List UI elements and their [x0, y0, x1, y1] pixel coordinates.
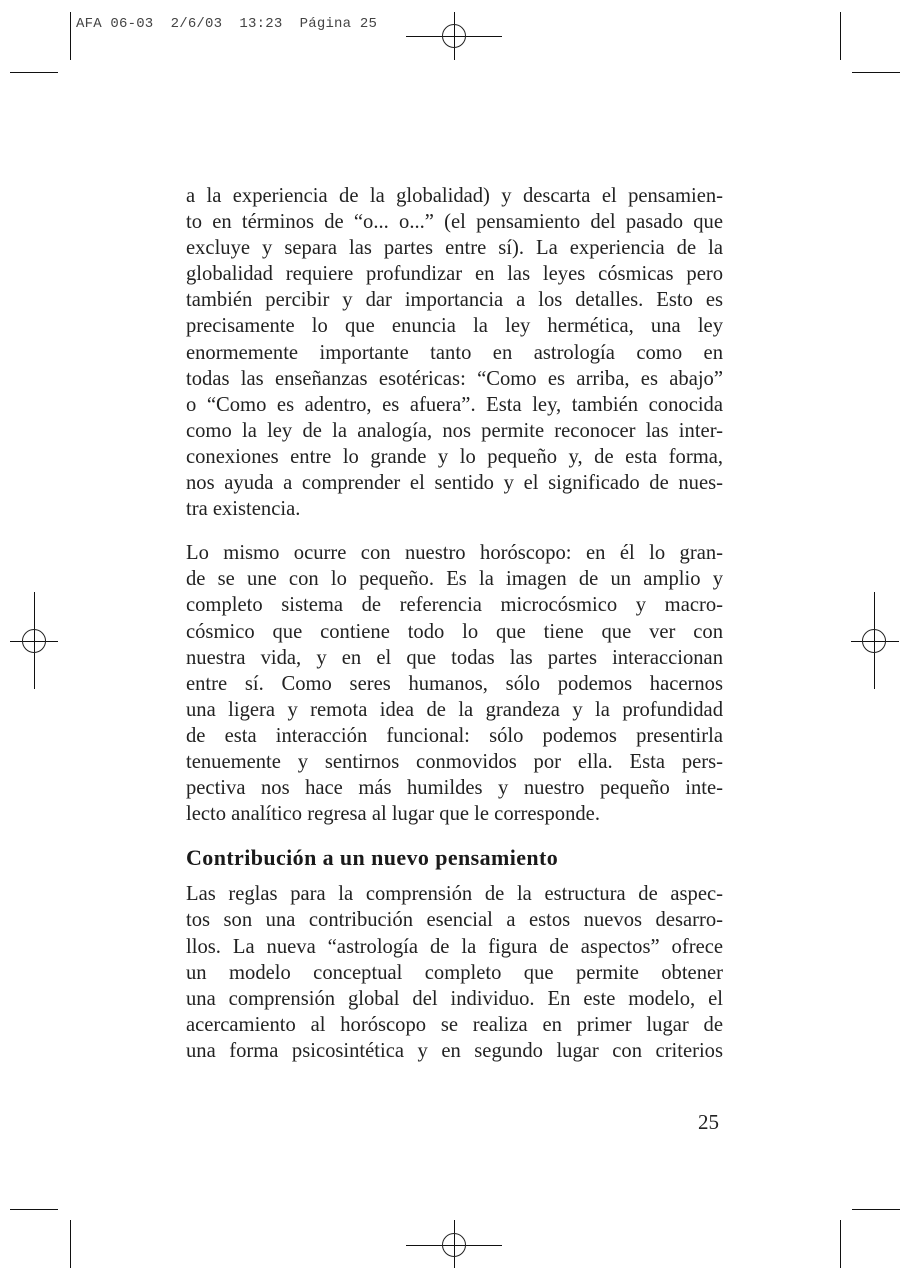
text-line: Las reglas para la comprensión de la estructura de aspec-	[186, 883, 723, 906]
text-line: como la ley de la analogía, nos permite reconocer las inter-	[186, 419, 723, 442]
text-line: pectiva nos hace más humildes y nuestro pequeño inte-	[186, 777, 723, 800]
text-line: llos. La nueva “astrología de la figura de aspectos” ofrece	[186, 935, 723, 958]
crop-mark-top-left-vertical	[70, 12, 71, 60]
text-line: precisamente lo que enuncia la ley hermética, una ley	[186, 315, 723, 338]
crop-mark-bottom-left-horizontal	[10, 1209, 58, 1210]
printer-slug: AFA 06-03 2/6/03 13:23 Página 25	[76, 16, 378, 32]
text-line: excluye y separa las partes entre sí). La experiencia de la	[186, 237, 723, 260]
text-line: Lo mismo ocurre con nuestro horóscopo: en él lo gran-	[186, 542, 723, 565]
text-line: una forma psicosintética y en segundo lugar con criterios	[186, 1039, 723, 1062]
text-line: nos ayuda a comprender el sentido y el significado de nues-	[186, 472, 723, 495]
text-line: tra existencia.	[186, 498, 301, 521]
text-line: una ligera y remota idea de la grandeza y la profundidad	[186, 698, 723, 721]
text-line: conexiones entre lo grande y lo pequeño y, de esta forma,	[186, 445, 723, 468]
text-line: nuestra vida, y en el que todas las partes interaccionan	[186, 646, 723, 669]
text-line: globalidad requiere profundizar en las leyes cósmicas pero	[186, 263, 723, 286]
text-line: acercamiento al horóscopo se realiza en primer lugar de	[186, 1013, 723, 1036]
text-line: de se une con lo pequeño. Es la imagen de un amplio y	[186, 568, 723, 591]
text-line: un modelo conceptual completo que permite obtener	[186, 961, 723, 984]
text-line: todas las enseñanzas esotéricas: “Como es arriba, es abajo”	[186, 367, 723, 390]
crop-mark-top-right-horizontal	[852, 72, 900, 73]
page-number: 25	[698, 1110, 719, 1134]
text-line: a la experiencia de la globalidad) y descarta el pensamien-	[186, 185, 723, 207]
paragraph-1	[186, 183, 723, 522]
text-line: enormemente importante tanto en astrología como en	[186, 341, 723, 364]
text-line: de esta interacción funcional: sólo podemos presentirla	[186, 724, 723, 747]
text-line: tenuemente y sentirnos conmovidos por ella. Esta pers-	[186, 750, 723, 773]
crop-mark-bottom-right-vertical	[840, 1220, 841, 1268]
crop-mark-top-left-horizontal	[10, 72, 58, 73]
text-line: también percibir y dar importancia a los detalles. Esto es	[186, 289, 723, 312]
crop-mark-bottom-right-horizontal	[852, 1209, 900, 1210]
paragraph-2	[186, 540, 723, 827]
crop-mark-bottom-left-vertical	[70, 1220, 71, 1268]
text-line: una comprensión global del individuo. En este modelo, el	[186, 987, 723, 1010]
text-block	[186, 183, 723, 1082]
crop-mark-top-right-vertical	[840, 12, 841, 60]
text-line: completo sistema de referencia microcósmico y macro-	[186, 594, 723, 617]
text-line: entre sí. Como seres humanos, sólo podemos hacernos	[186, 672, 723, 695]
text-line: tos son una contribución esencial a estos nuevos desarro-	[186, 909, 723, 932]
section-heading: Contribución a un nuevo pensamiento	[186, 845, 559, 871]
text-line: lecto analítico regresa al lugar que le corresponde.	[186, 803, 600, 826]
text-line: o “Como es adentro, es afuera”. Esta ley, también conocida	[186, 393, 723, 416]
paragraph-3	[186, 881, 723, 1064]
text-line: cósmico que contiene todo lo que tiene que ver con	[186, 620, 723, 643]
text-line: to en términos de “o... o...” (el pensamiento del pasado que	[186, 211, 723, 234]
